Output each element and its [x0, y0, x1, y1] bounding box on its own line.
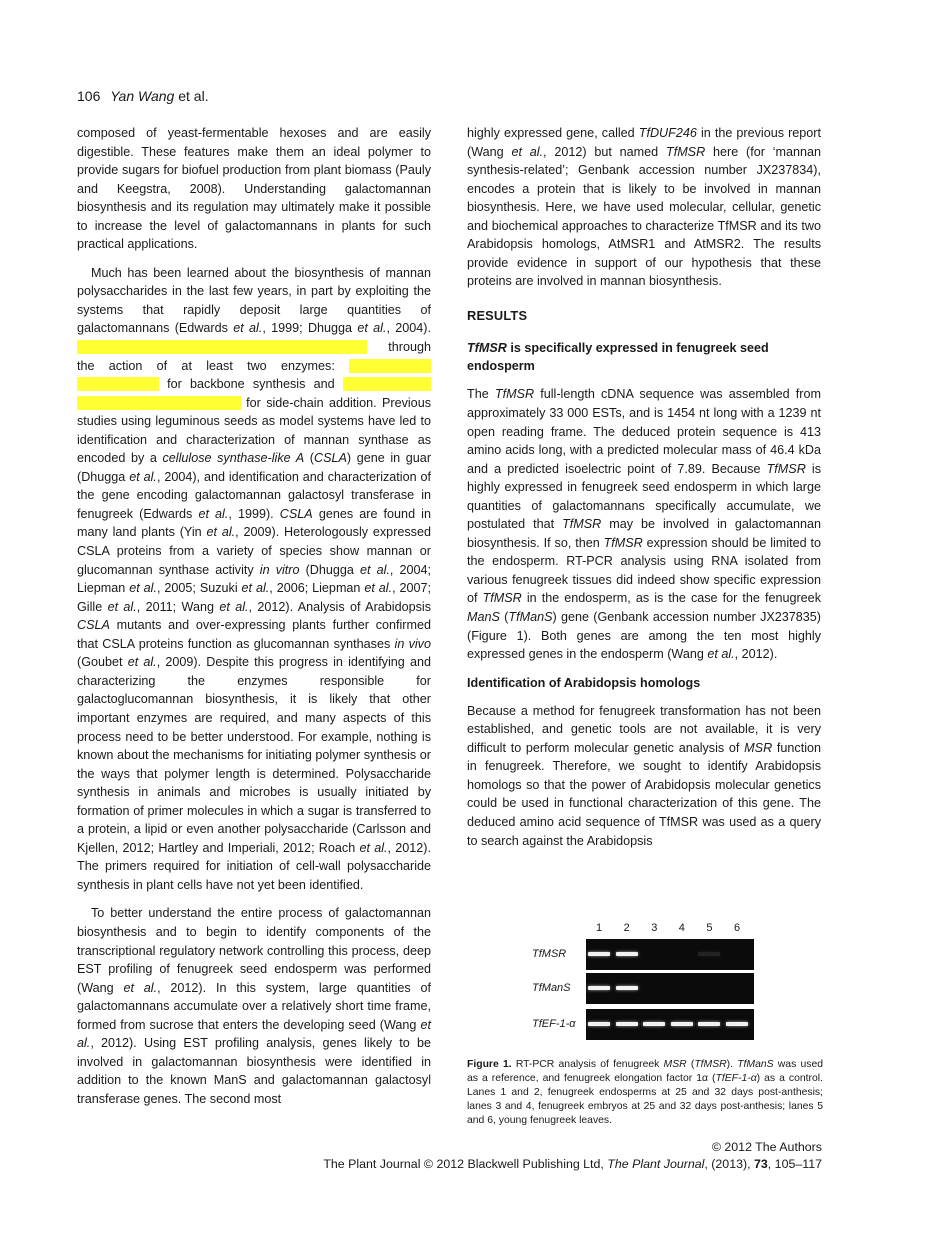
gel-band [726, 1022, 748, 1026]
page-number: 106 [77, 88, 101, 104]
page-footer [323, 1139, 822, 1173]
left-column [77, 124, 431, 1118]
highlight-redaction: xxxxxxxxxxxxx [349, 358, 431, 373]
paragraph: highly expressed gene, called TfDUF246 in the previous report (Wang et al., 2012) but named TfMSR here (for ‘mannan synthesis-related’; Genbank accession number JX237834), encodes a protein that is likely to be involved in mannan biosynthesis. Here, we have used molecular, cellular, genetic and biochemical approaches to characterize TfMSR and its two Arabidopsis homologs, AtMSR1 and AtMSR2. The results provide evidence in support of our hypothesis that these proteins are involved in mannan biosynthesis. [467, 126, 822, 289]
highlight-redaction: xxxxxxxxxxxxxx [342, 377, 431, 392]
subsection-heading: Identification of Arabidopsis homologs [467, 675, 701, 690]
gel-strip [586, 939, 754, 970]
copyright-line: © 2012 The Authors [711, 1140, 822, 1154]
paragraph: Because a method for fenugreek transformation has not been established, and genetic tools are not available, it is very difficult to perform molecular genetic analysis of MSR function in fenugreek. Therefore, we sought to identify Arabidopsis homologs so that the power of Arabidopsis molecular genetics could be used in functional characterization of this gene. The deduced amino acid sequence of TfMSR was used as a query to search against the Arabidopsis [467, 703, 822, 848]
gel-band [616, 952, 638, 956]
figure-caption: Figure 1. RT-PCR analysis of fenugreek MSR (TfMSR). TfManS was used as a reference, and fenugreek elongation factor 1α (TfEF-1-α) as a control. Lanes 1 and 2, fenugreek endosperms at 25 and 32 days post-anthesis; lanes 3 and 4, fenugreek embryos at 25 and 32 days post-anthesis; lanes 5 and 6, young fenugreek leaves. [467, 1059, 824, 1126]
journal-line: The Plant Journal © 2012 Blackwell Publishing Ltd, The Plant Journal, (2013), 73, 105–117 [323, 1157, 822, 1171]
gel-strip [586, 1009, 754, 1040]
right-column [467, 124, 821, 860]
subsection-heading: TfMSR is specifically expressed in fenugreek seed endosperm [467, 341, 769, 374]
lane-number: 6 [734, 922, 741, 934]
section-heading: RESULTS [467, 307, 528, 323]
gel-row-label: TfEF-1-α [532, 1018, 576, 1030]
paragraph: The TfMSR full-length cDNA sequence was assembled from approximately 33 000 ESTs, and is 1454 nt long with a 1239 nt open reading frame. The deduced protein sequence is 413 amino acids long, with a predicted molecular mass of 46.4 kDa and a predicted isoelectric point of 7.89. Because TfMSR is highly expressed in fenugreek seed endosperm in which large quantities of galactomannans specifically accumulate, we postulated that TfMSR may be involved in galactomannan biosynthesis. If so, then TfMSR expression should be limited to the endosperm. RT-PCR analysis using RNA isolated from various fenugreek tissues did indeed show specific expression of TfMSR in the endosperm, as is the case for the fenugreek ManS (TfManS) gene (Genbank accession number JX237835) (Figure 1). Both genes are among the ten most highly expressed genes in the endosperm (Wang et al., 2012). [467, 387, 822, 662]
gel-band [588, 986, 610, 990]
paragraph: To better understand the entire process of galactomannan biosynthesis and to begin to identify components of the transcriptional regulatory network controlling this process, deep EST profiling of fenugreek seed endosperm was performed (Wang et al., 2012). In this system, large quantities of galactomannans accumulate over a relatively short time frame, formed from sucrose that enters the developing seed (Wang et al., 2012). Using EST profiling analysis, genes likely to be involved in galactomannan biosynthesis were identified in addition to the known ManS and galactomannan galactosyl transferase genes. The second most [77, 906, 431, 1106]
gel-band [616, 1022, 638, 1026]
gel-band [588, 952, 610, 956]
lane-number: 2 [623, 922, 630, 934]
paragraph: composed of yeast-fermentable hexoses and are easily digestible. These features make them an ideal polymer to provide sugars for biofuel production from plant biomass (Pauly and Keegstra, 2008). Understanding galactomannan biosynthesis and its regulation may ultimately make it possible to increase the level of galactomannans in plants for such practical applications. [77, 126, 431, 252]
gel-band [616, 986, 638, 990]
running-header [77, 88, 209, 104]
highlight-redaction: xxxxxxxxxxxxx [77, 377, 159, 392]
lane-number: 1 [596, 922, 603, 934]
gel-row-label: TfMSR [532, 948, 567, 960]
lane-number: 4 [678, 922, 685, 934]
gel-band [588, 1022, 610, 1026]
lane-number: 3 [651, 922, 658, 934]
gel-band [643, 1022, 665, 1026]
gel-band [671, 1022, 693, 1026]
paragraph: Much has been learned about the biosynthesis of mannan polysaccharides in the last few years, in part by exploiting the systems that rapidly deposit large quantities of galactomannans (Edwards et al., 1999; Dhugga et al., 2004). xxxxxxxxxxxxxxxxxxxxxxxxxxxxxxxxxxxxxxxxxxxxxx through the action of at least two enzymes: xxxxxxxxxxxxx xxxxxxxxxxxxx for backbone synthesis and xxxxxxxxxxxxxx xxxxxxxxxxxxxxxxxxxxxxxxxx for side-chain addition. Previous studies using leguminous seeds as model systems have led to identification and characterization of mannan synthase as encoded by a cellulose synthase-like A (CSLA) gene in guar (Dhugga et al., 2004), and identification and characterization of the gene encoding galactomannan galactosyl transferase in fenugreek (Edwards et al., 1999). CSLA genes are found in many land plants (Yin et al., 2009). Heterologously expressed CSLA proteins from a variety of species show mannan or glucomannan synthase activity in vitro (Dhugga et al., 2004; Liepman et al., 2005; Suzuki et al., 2006; Liepman et al., 2007; Gille et al., 2011; Wang et al., 2012). Analysis of Arabidopsis CSLA mutants and over-expressing plants further confirmed that CSLA proteins function as glucomannan synthases in vivo (Goubet et al., 2009). Despite this progress in identifying and characterizing the enzymes responsible for galactoglucomannan biosynthesis, it is likely that other important enzymes are required, and many aspects of this process need to be better understood. For example, nothing is known about the mechanisms for initiating polymer synthesis or the ways that polymer length is determined. Polysaccharide synthesis in animals and microbes is usually initiated by formation of primer molecules in which a sugar is transferred to a protein, a lipid or even another polysaccharide (Carlsson and Kjellen, 2012; Hartley and Imperiali, 2012; Roach et al., 2012). The primers required for initiation of cell-wall polysaccharide synthesis in plant cells have not yet been identified. [77, 265, 432, 892]
gel-strip [586, 973, 754, 1004]
highlight-redaction: xxxxxxxxxxxxxxxxxxxxxxxxxxxxxxxxxxxxxxxxxxxxxx [77, 340, 367, 355]
gel-row-label: TfManS [532, 982, 571, 994]
highlight-redaction: xxxxxxxxxxxxxxxxxxxxxxxxxx [77, 395, 241, 410]
gel-band [698, 952, 720, 956]
gel-band [698, 1022, 720, 1026]
lane-number: 5 [706, 922, 713, 934]
running-authors: Yan Wang et al. [110, 88, 209, 104]
